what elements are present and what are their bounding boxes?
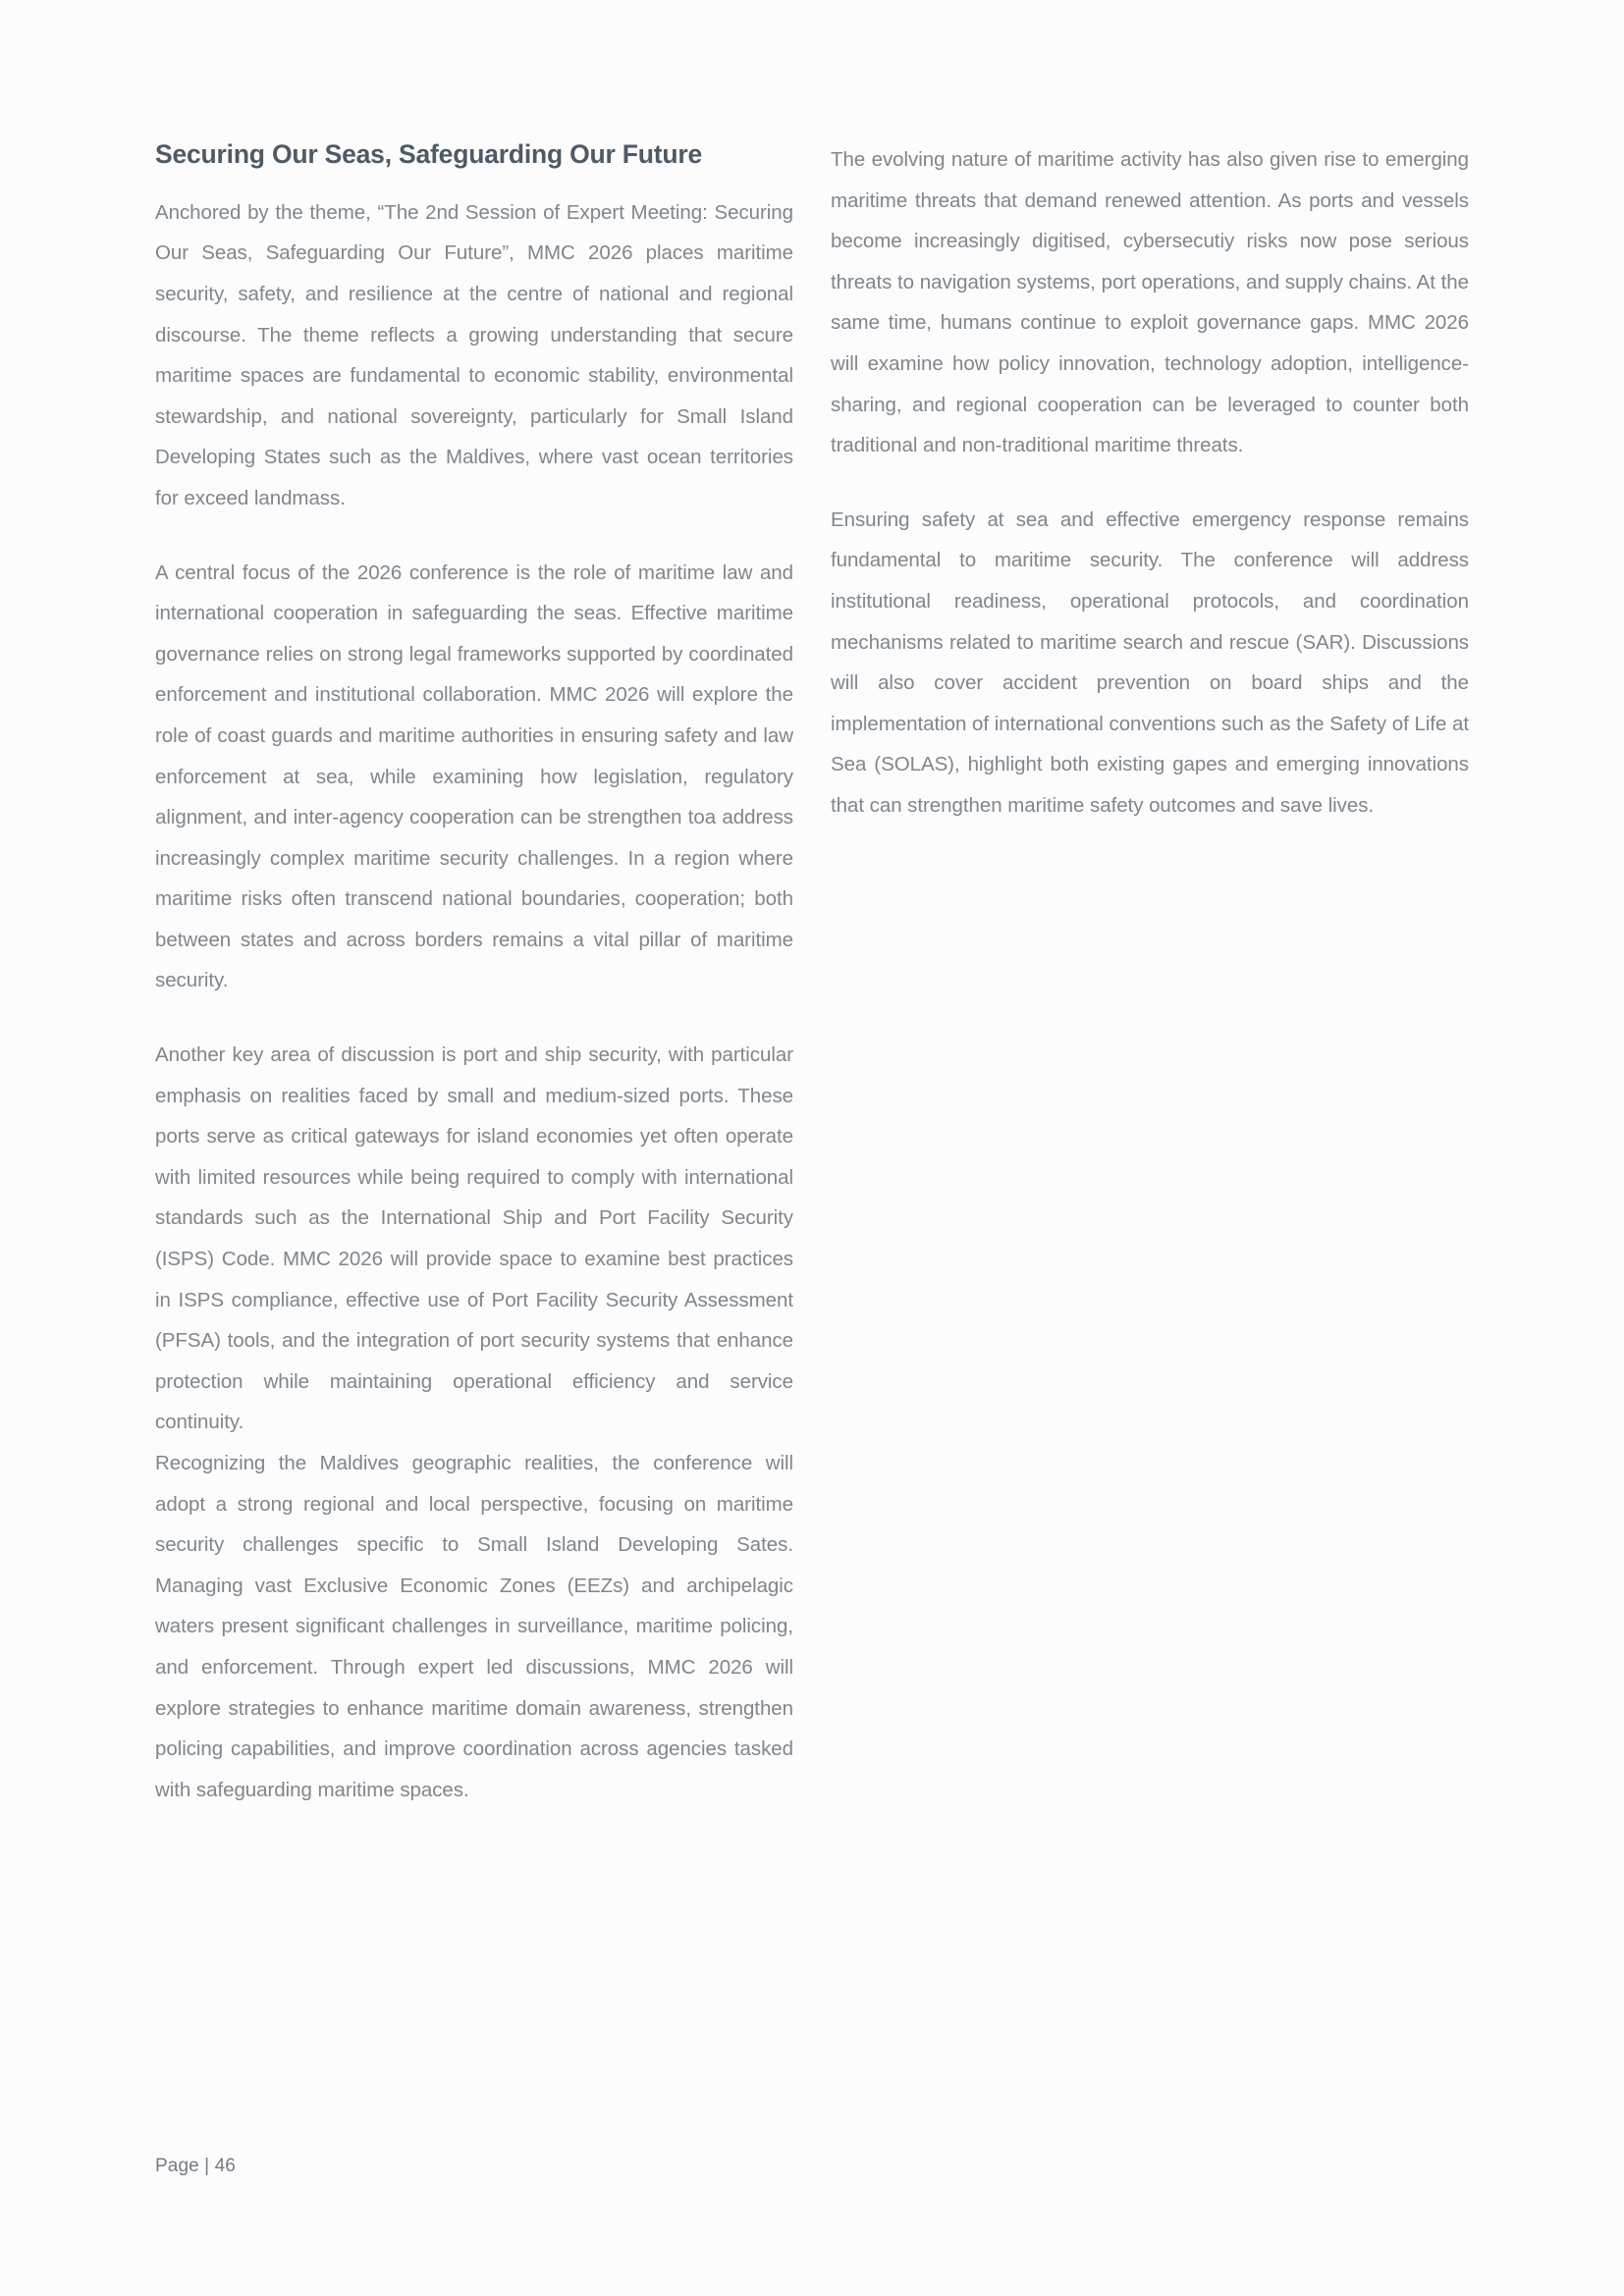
page-number-footer: Page | 46: [155, 2156, 236, 2176]
paragraph-emerging-threats: The evolving nature of maritime activity has also given rise to emerging maritime threats that demand renewed attention. As ports and vessels become increasingly digitised, cybersecutiy risks now pose serious threats to navigation systems, port operations, and supply chains. At the same time, humans continue to exploit governance gaps. MMC 2026 will examine how policy innovation, technology adoption, intelligence-sharing, and regional cooperation can be leveraged to counter both traditional and non-traditional maritime threats.: [831, 148, 1469, 457]
paragraph-port-ship-security: Another key area of discussion is port and ship security, with particular emphasis on realities faced by small and medium-sized ports. These ports serve as critical gateways for island economies yet often operate with limited resources while being required to comply with international standards such as the International Ship and Port Facility Security (ISPS) Code. MMC 2026 will provide space to examine best practices in ISPS compliance, effective use of Port Facility Security Assessment (PFSA) tools, and the integration of port security systems that enhance protection while maintaining operational efficiency and service continuity.: [155, 1043, 793, 1434]
paragraph-regional-perspective: Recognizing the Maldives geographic realities, the conference will adopt a strong regional and local perspective, focusing on maritime security challenges specific to Small Island Developing Sates. Managing vast Exclusive Economic Zones (EEZs) and archipelagic waters present significant challenges in surveillance, maritime policing, and enforcement. Through expert led discussions, MMC 2026 will explore strategies to enhance maritime domain awareness, strengthen policing capabilities, and improve coordination across agencies tasked with safeguarding maritime spaces.: [155, 1452, 793, 1801]
two-column-body: [155, 139, 1469, 1810]
page-title: Securing Our Seas, Safeguarding Our Future: [155, 139, 703, 169]
left-column: [155, 139, 793, 1810]
paragraph-safety-at-sea: Ensuring safety at sea and effective emergency response remains fundamental to maritime security. The conference will address institutional readiness, operational protocols, and coordination mechanisms related to maritime search and rescue (SAR). Discussions will also cover accident prevention on board ships and the implementation of international conventions such as the Safety of Life at Sea (SOLAS), highlight both existing gapes and emerging innovations that can strengthen maritime safety outcomes and save lives.: [831, 507, 1469, 817]
paragraph-maritime-law: A central focus of the 2026 conference is the role of maritime law and international cooperation in safeguarding the seas. Effective maritime governance relies on strong legal frameworks supported by coordinated enforcement and institutional collaboration. MMC 2026 will explore the role of coast guards and maritime authorities in ensuring safety and law enforcement at sea, while examining how legislation, regulatory alignment, and inter-agency cooperation can be strengthen toa address increasingly complex maritime security challenges. In a region where maritime risks often transcend national boundaries, cooperation; both between states and across borders remains a vital pillar of maritime security.: [155, 561, 793, 992]
right-column: [831, 139, 1469, 827]
paragraph-theme-overview: Anchored by the theme, “The 2nd Session of Expert Meeting: Securing Our Seas, Safeguarding Our Future”, MMC 2026 places maritime security, safety, and resilience at the centre of national and regional discourse. The theme reflects a growing understanding that secure maritime spaces are fundamental to economic stability, environmental stewardship, and national sovereignty, particularly for Small Island Developing States such as the Maldives, where vast ocean territories for exceed landmass.: [155, 200, 793, 509]
